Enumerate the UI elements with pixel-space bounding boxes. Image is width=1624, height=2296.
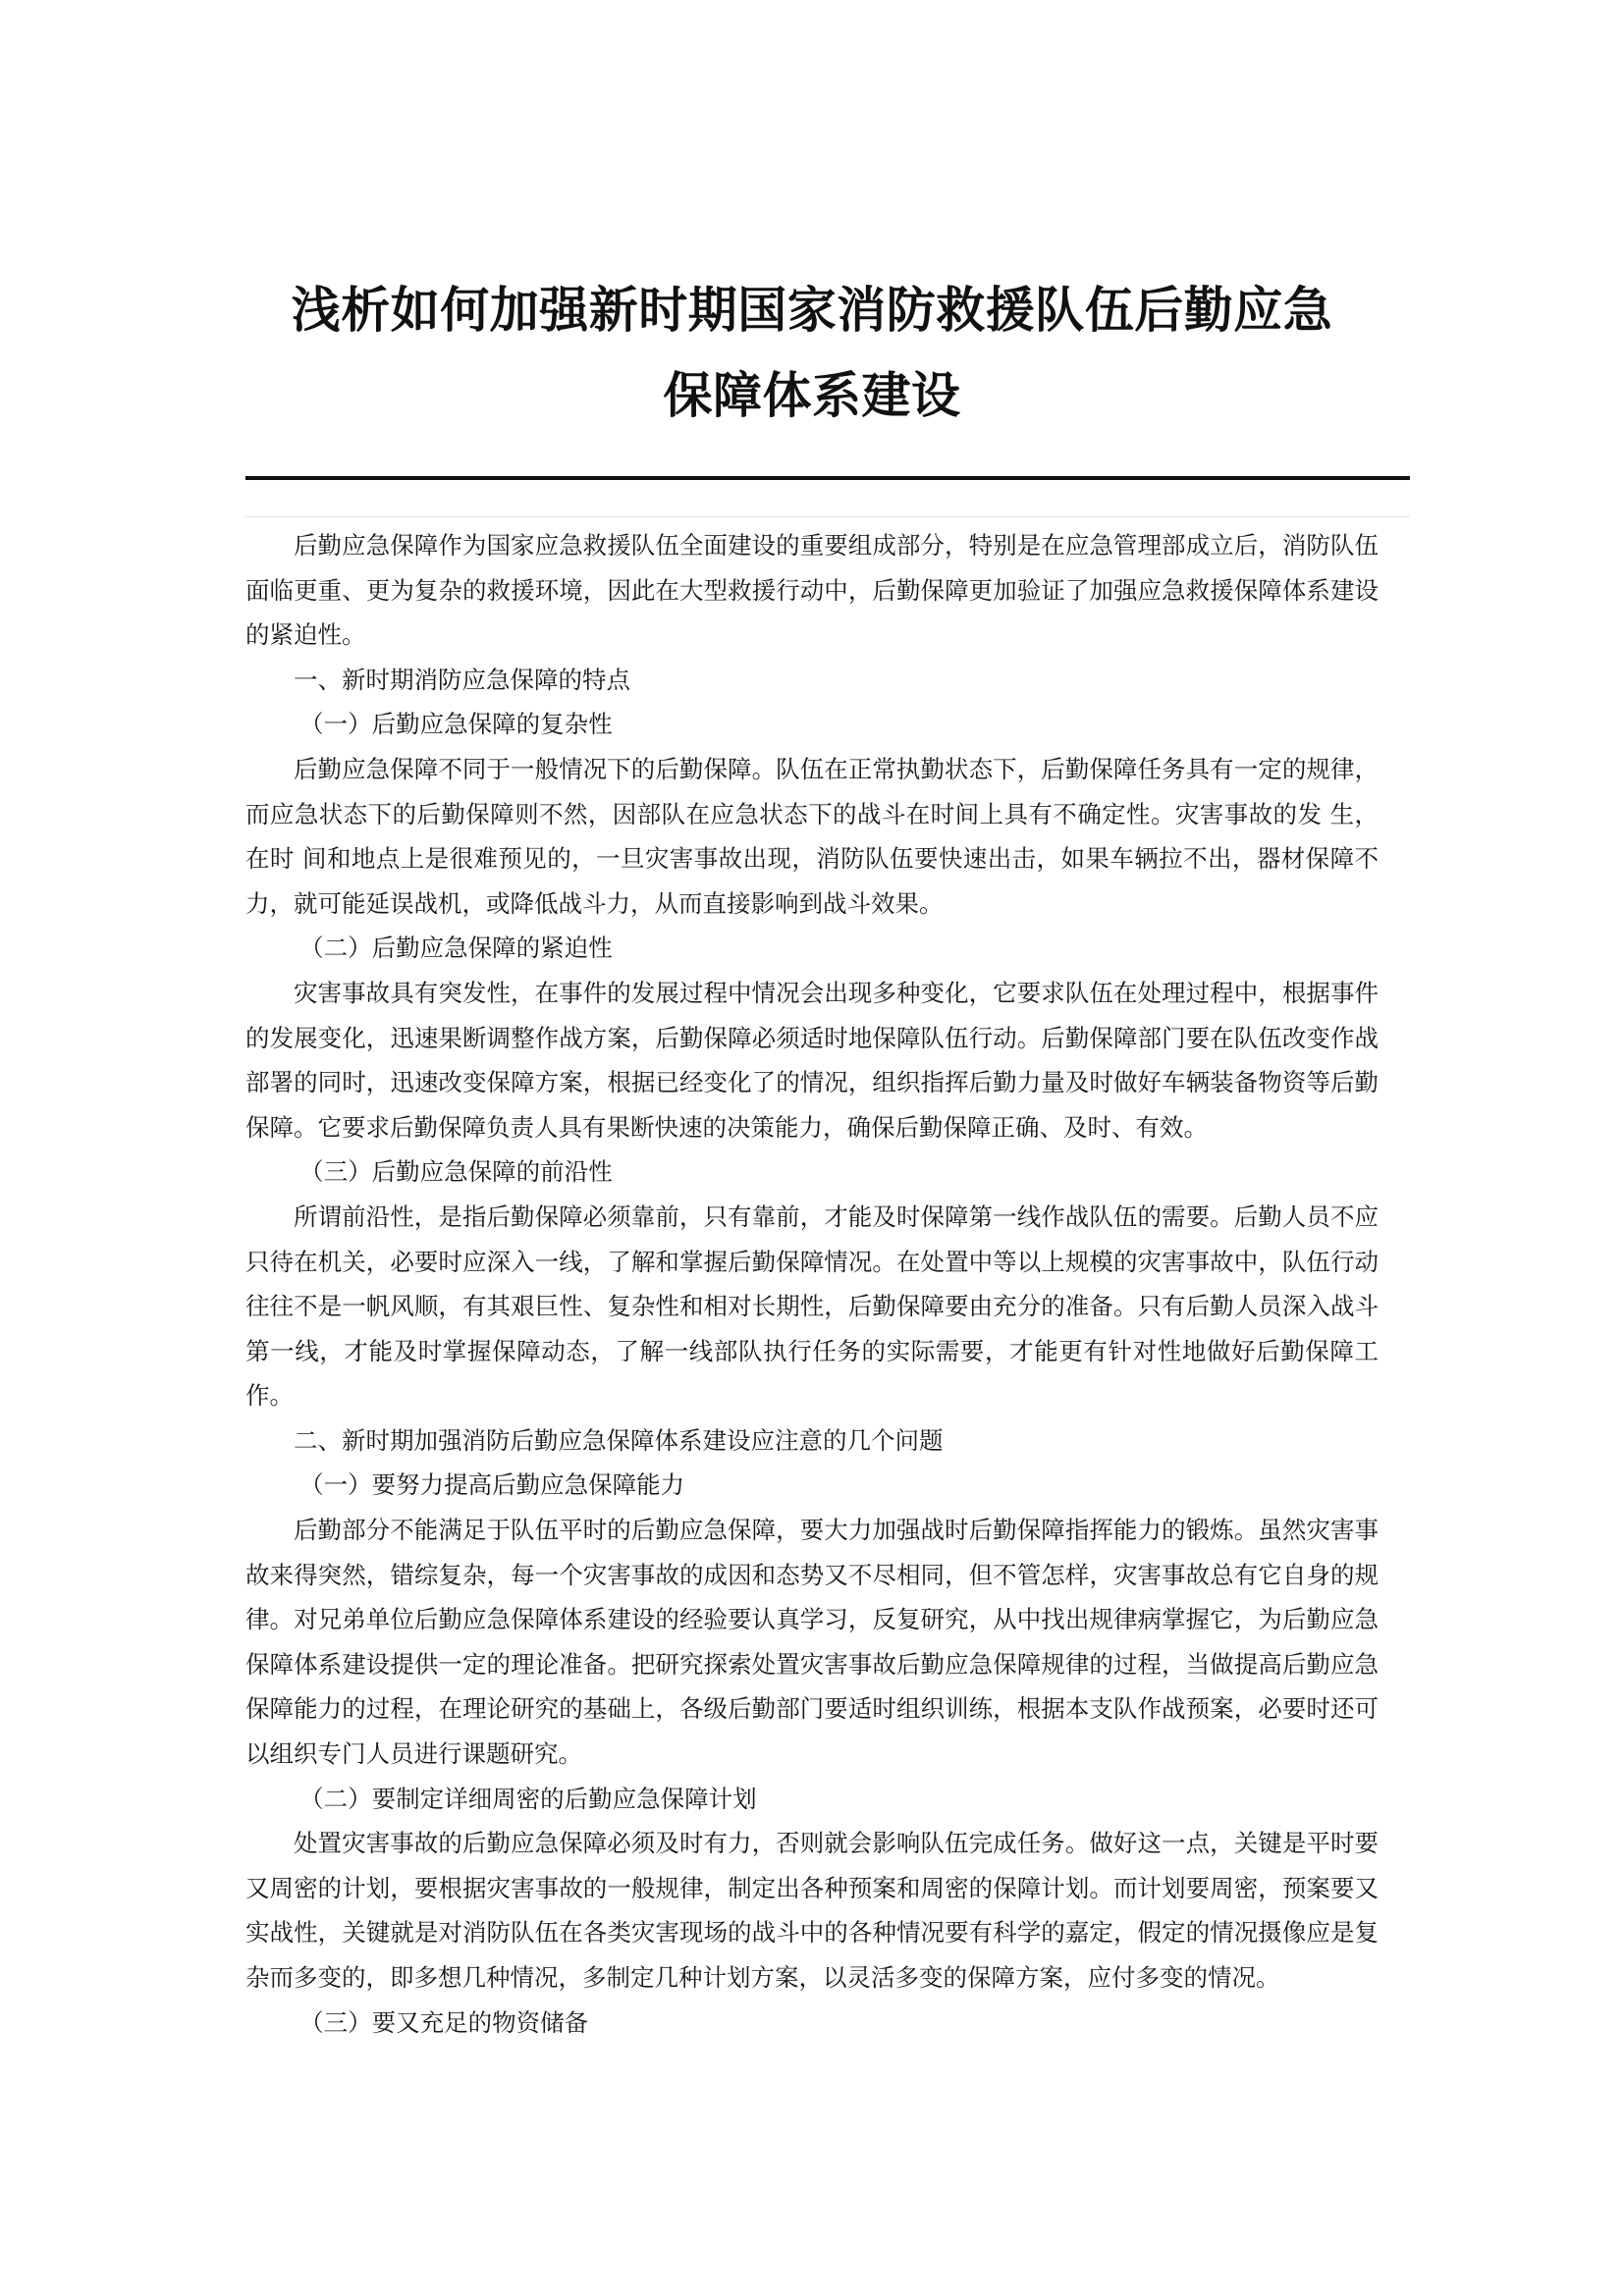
paragraph-planning: 处置灾害事故的后勤应急保障必须及时有力，否则就会影响队伍完成任务。做好这一点，关键是平时要又周密的计划，要根据灾害事故的一般规律，制定出各种预案和周密的保障计划。而计划要周密，预案要又实战性，关键就是对消防队伍在各类灾害现场的战斗中的各种情况要有科学的嘉定，假定的情况摄像应是复杂而多变的，即多想几种情况，多制定几种计划方案，以灵活多变的保障方案，应付多变的情况。: [245, 1829, 1379, 1992]
title-divider: [245, 476, 1410, 480]
subsection-heading-1-2: （二）后勤应急保障的紧迫性: [299, 934, 613, 963]
paragraph-frontline: 所谓前沿性，是指后勤保障必须靠前，只有靠前，才能及时保障第一线作战队伍的需要。后勤人员不应只待在机关，必要时应深入一线，了解和掌握后勤保障情况。在处置中等以上规模的灾害事故中，队伍行动往往不是一帆风顺，有其艰巨性、复杂性和相对长期性，后勤保障要由充分的准备。只有后勤人员深入战斗第一线，才能及时掌握保障动态，了解一线部队执行任务的实际需要，才能更有针对性地做好后勤保障工作。: [245, 1201, 1379, 1411]
subsection-heading-2-2: （二）要制定详细周密的后勤应急保障计划: [299, 1784, 757, 1813]
subsection-heading-1-1: （一）后勤应急保障的复杂性: [299, 710, 613, 739]
subsection-heading-2-1: （一）要努力提高后勤应急保障能力: [299, 1470, 685, 1500]
document-title-line-2: 保障体系建设: [663, 367, 961, 424]
document-body: [245, 523, 1379, 2045]
section-heading-1: 一、新时期消防应急保障的特点: [294, 665, 630, 694]
subsection-heading-1-3: （三）后勤应急保障的前沿性: [299, 1157, 613, 1187]
header-thin-divider: [245, 516, 1410, 517]
section-heading-2: 二、新时期加强消防后勤应急保障体系建设应注意的几个问题: [294, 1425, 944, 1455]
paragraph-complexity: 后勤应急保障不同于一般情况下的后勤保障。队伍在正常执勤状态下，后勤保障任务具有一定的规律，而应急状态下的后勤保障则不然，因部队在应急状态下的战斗在时间上具有不确定性。灾害事故的发 生，在时 间和地点上是很难预见的，一旦灾害事故出现，消防队伍要快速出击，如果车辆拉不出，器材保障不力，就可能延误战机，或降低战斗力，从而直接影响到战斗效果。: [245, 754, 1379, 918]
paragraph-urgency: 灾害事故具有突发性，在事件的发展过程中情况会出现多种变化，它要求队伍在处理过程中，根据事件的发展变化，迅速果断调整作战方案，后勤保障必须适时地保障队伍行动。后勤保障部门要在队伍改变作战部署的同时，迅速改变保障方案，根据已经变化了的情况，组织指挥后勤力量及时做好车辆装备物资等后勤保障。它要求后勤保障负责人具有果断快速的决策能力，确保后勤保障正确、及时、有效。: [245, 978, 1379, 1142]
paragraph-capability: 后勤部分不能满足于队伍平时的后勤应急保障，要大力加强战时后勤保障指挥能力的锻炼。虽然灾害事故来得突然，错综复杂，每一个灾害事故的成因和态势又不尽相同，但不管怎样，灾害事故总有它自身的规律。对兄弟单位后勤应急保障体系建设的经验要认真学习，反复研究，从中找出规律病掌握它，为后勤应急保障体系建设提供一定的理论准备。把研究探索处置灾害事故后勤应急保障规律的过程，当做提高后勤应急保障能力的过程，在理论研究的基础上，各级后勤部门要适时组织训练，根据本支队作战预案，必要时还可以组织专门人员进行课题研究。: [245, 1516, 1379, 1769]
document-title-line-1: 浅析如何加强新时期国家消防救援队伍后勤应急: [291, 282, 1333, 339]
subsection-heading-2-3: （三）要又充足的物资储备: [299, 2007, 589, 2037]
paragraph-intro: 后勤应急保障作为国家应急救援队伍全面建设的重要组成部分，特别是在应急管理部成立后，消防队伍面临更重、更为复杂的救援环境，因此在大型救援行动中，后勤保障更加验证了加强应急救援保障体系建设的紧迫性。: [245, 531, 1379, 650]
